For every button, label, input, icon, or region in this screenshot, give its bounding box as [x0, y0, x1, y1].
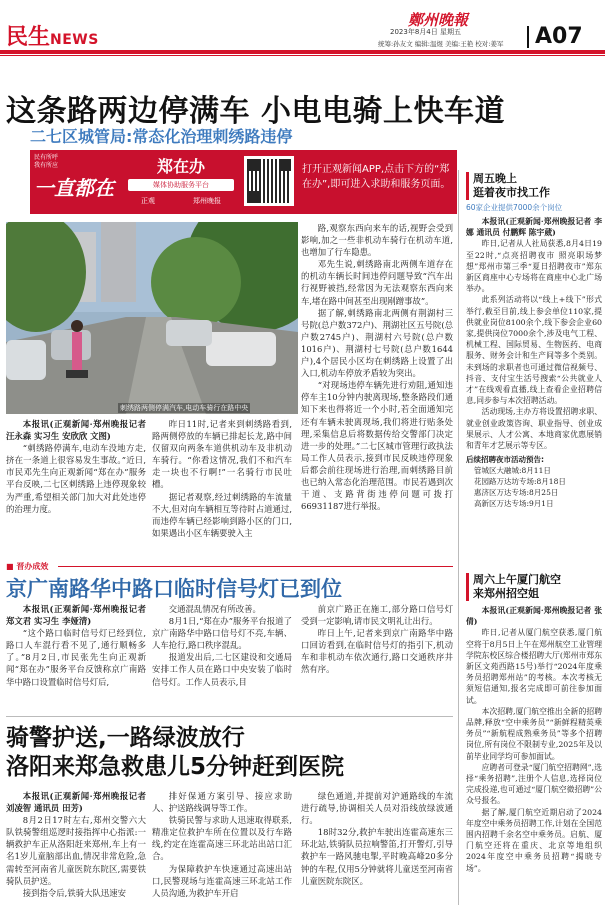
article-paragraph: 绿色通道,并提前对沪通路线的车流进行疏导,协调相关人员对沿线放绿波通行。 — [301, 791, 453, 826]
article-byline: 本报讯(正观新闻·郑州晚报记者 刘凌智 通讯员 田芳) — [6, 791, 146, 814]
lead-story-column-1 — [6, 418, 146, 515]
sidebar-story-1-body — [466, 216, 602, 509]
lead-headline: 这条路两边停满车 小电电骑上快车道 — [6, 94, 505, 129]
article-paragraph: “刺绣路停满车,电动车没地方走,挤在一条道上很容易发生事故。”近日,市民邓先生向正观新闻“郑在办”服务平台反映,二七区刺绣路上违停现象较为严重,希望相关部门加大对此处违停的治理力度。 — [6, 443, 146, 514]
article-paragraph: 排好保通方案引导、接应求助人、护送路线调导等工作。 — [152, 791, 292, 814]
story3-column-3 — [301, 790, 453, 887]
page-number: A07 — [535, 24, 583, 49]
banner-slogan-line-1: 民有所呼 — [34, 154, 59, 161]
zzwb-logo: 郑州晚报 — [193, 197, 221, 205]
article-byline: 本报讯(正观新闻·郑州晚报记者 郑文君 实习生 李娅清) — [6, 604, 146, 627]
article-paragraph: 交通混乱情况有所改善。 — [168, 604, 261, 614]
schedule-item: 惠济区万达专场:8月25日 — [474, 488, 559, 498]
section-name-en: NEWS — [50, 32, 99, 48]
sidebar-story-2-paragraph: 应聘者可登录“厦门航空招聘网”,选择“乘务招聘”,注册个人信息,选择岗位完成投递,也可通过“厦门航空微招聘”公众号报名。 — [466, 762, 602, 806]
page-header — [0, 0, 605, 58]
sidebar-story-1-byline: 本报讯(正观新闻·郑州晚报记者 李娜 通讯员 付鹏辉 陈宇葳) — [466, 217, 602, 238]
banner-platform-title: 郑在办 — [156, 157, 205, 176]
lead-story-column-2 — [152, 418, 292, 539]
job-fair-schedule — [466, 454, 602, 509]
sidebar-story-1 — [466, 172, 602, 509]
sidebar-story-1-subtitle: 60家企业提供7000余个岗位 — [466, 203, 563, 212]
lead-subheadline: 二七区城管局:常态化治理刺绣路违停 — [30, 127, 293, 146]
story3-rule — [6, 716, 453, 717]
story3-column-1 — [6, 790, 146, 899]
banner-slogan — [34, 154, 118, 210]
article-paragraph: 报道发出后,二七区建设和交通局安排工作人员在路口中央安装了临时信号灯。工作人员表示,目 — [152, 652, 292, 687]
story2-column-1 — [6, 603, 146, 688]
sidebar-story-1-paragraph: 此系列活动将以“线上+线下”形式举行,截至目前,线上参会单位110家,提供就业岗位8100余个,线下参会企业60家,提供岗位7000余个,涉及电气工程、机械工程、国际贸易、生物医药、电商服务、财务会计和生产间等多个类别。未到场的求职者也可通过微信视频号、抖音、支付宝生活号搜索“公共就业人才”在线观看直播,线上查看企业招聘信息,同步参与本次招聘活动。 — [466, 295, 602, 406]
story2-column-3 — [301, 603, 453, 676]
sidebar-story-2-title-line-1: 周六上午厦门航空 — [473, 573, 561, 586]
banner-partner-logos — [122, 196, 240, 206]
sidebar — [462, 170, 605, 910]
article-paragraph: 8月2日17时左右,郑州交警六大队铁骑警组巡逻时接指挥中心指派:一辆救护车正从洛阳赶来郑州,车上有一名1岁儿童脑部出血,情况非常危险,急需转至河南省儿童医院东院区,需要铁骑队员护送。 — [6, 815, 146, 886]
sidebar-story-2-paragraph: 昨日,记者从厦门航空获悉,厦门航空将于8月5日上午在郑州航空工业管理学院东校区综合楼招聘大厅(郑州市郑东新区文苑西路15号)举行“2024年度乘务员招聘郑州站”的考核。本次考核无须短信通知,报名完成即可前往参加面试。 — [466, 628, 602, 705]
street-photo — [6, 222, 298, 414]
banner-platform — [122, 154, 240, 206]
article-paragraph: “这个路口临时信号灯已经到位,路口人车混行看不见了,通行顺畅多了。”8月2日,市民张先生向正观新闻“郑在办”服务平台反馈称京广南路华中路口设置临时信号灯后, — [6, 628, 146, 687]
article-paragraph: 邓先生说,刺绣路南北两侧车道存在的机动车辆长时间违停问题导致“汽车出行视野被挡,经常因为无法观察东西向来车,堵在路中间甚至出现剐蹭事故”。 — [301, 259, 453, 306]
story3-headline — [6, 724, 344, 782]
article-paragraph: 据记者观察,经过刺绣路的车流量不大,但对向车辆相互等待时占道通过,而违停车辆已经影响到路小区的门口,如果遇出小区车辆要驶入主 — [152, 491, 292, 538]
story3-headline-line-1: 骑警护送,一路绿波放行 — [6, 725, 245, 751]
lead-story-column-3 — [301, 222, 453, 512]
banner-slogan-big: 一直都在 — [34, 176, 114, 200]
banner-instructions: 打开正观新闻APP,点击下方的“郑在办”,即可进入求助和服务页面。 — [302, 164, 451, 190]
story3-column-2 — [152, 790, 292, 899]
story2-column-2 — [152, 603, 292, 688]
section-brand — [6, 26, 99, 52]
schedule-item: 花园路万达坊专场:8月18日 — [474, 477, 566, 487]
article-paragraph: 前京广路正在施工,部分路口信号灯受到一定影响,请市民文明礼让出行。 — [301, 604, 453, 627]
zheng-zai-ban-banner — [30, 150, 457, 214]
sidebar-story-1-title-line-1: 周五晚上 — [473, 172, 517, 185]
sidebar-story-2-title — [466, 573, 602, 601]
schedule-title: 后续招聘夜市活动预告: — [466, 455, 544, 465]
zhengguan-logo: 正观 — [141, 197, 155, 205]
schedule-item: 高新区万达专场:9月1日 — [474, 499, 554, 509]
newspaper-logo: 鄭州晚報 — [408, 11, 469, 29]
article-byline: 本报讯(正观新闻·郑州晚报记者 汪永森 实习生 安欣欣 文图) — [6, 419, 146, 442]
sidebar-story-1-paragraph: 活动现场,主办方将设置招聘求职、就业创业政策咨询、职业指导、创业成果展示、人才公寓、本地商家优惠展销和青年才艺展示等专区。 — [466, 407, 602, 451]
sidebar-story-2-paragraph: 据了解,厦门航空近期启动了2024年度空中乘务员招聘工作,计划在全国范围内招聘千余名空中乘务员。启航、厦门航空还将在重庆、北京等地组织2024年度空中乘务员招聘“揭晓专场”。 — [466, 807, 602, 873]
sidebar-story-2-body — [466, 605, 602, 874]
section-name: 民生 — [6, 25, 51, 50]
article-paragraph: “对现场违停车辆先进行劝阻,通知违停车主10分钟内驶离现场,整条路段们通知下来也得将近一个小时,若全面通知完还有车辆未驶离现场,我们将进行贴条处理,采集信息后将数据传给交警部门决定进一步的处理。”二七区城市管理行政执法局工作人员表示,接到市民反映违停现象后都会前往现场进行治理,而刺绣路目前也已纳入常态化治理范围。市民若遇到次干道、支路背街违停问题可拨打66931187进行举报。 — [301, 380, 453, 512]
issue-date: 2023年8月4日 星期五 — [390, 28, 461, 36]
photo-caption: 刺绣路两侧停满汽车,电动车骑行在路中央 — [120, 404, 249, 412]
article-paragraph: 为保障救护车快速通过高速出站口,民警现场与连霍高速三环北站工作人员沟通,为救护车开启 — [152, 863, 292, 898]
article-paragraph: 18时32分,救护车驶出连霍高速东三环北站,铁骑队员拉响警笛,打开警灯,引导救护车一路风驰电掣,平时晚高峰20多分钟的车程,仅用5分钟就将儿童送至河南省儿童医院东院区。 — [301, 827, 453, 886]
schedule-item: 管城区大融城:8月11日 — [474, 466, 551, 476]
story3-headline-line-2: 洛阳来郑急救患儿5分钟赶到医院 — [6, 754, 345, 780]
article-paragraph: 接到指令后,铁骑大队迅速安 — [22, 887, 126, 898]
editor-credits: 统筹:孙友文 编辑:温煜 美编:王艳 校对:姜军 — [378, 40, 504, 48]
qr-code-icon — [244, 156, 294, 206]
article-paragraph: 昨日上午,记者来到京广南路华中路口回访看到,在临时信号灯的指引下,机动车和非机动车依次通行,路口交通秩序井然有序。 — [301, 628, 453, 675]
header-rule-thin — [0, 55, 605, 56]
banner-platform-subtitle: 媒体协助服务平台 — [128, 179, 234, 191]
banner-slogan-line-2: 我有所应 — [34, 162, 59, 169]
sidebar-story-1-paragraph: 昨日,记者从人社局获悉,8月4日19至22时,“点亮招聘夜市 照亮职场梦想”郑州市第三季“夏日招聘夜市”郑东新区商座中心专场将在商座中心北广场举办。 — [466, 239, 602, 294]
sidebar-divider — [458, 170, 459, 905]
sidebar-story-1-title — [466, 172, 602, 200]
section-label-results: ■ 晋办成效 — [6, 561, 48, 572]
sidebar-story-2-byline: 本报讯(正观新闻·郑州晚报记者 张倩) — [466, 606, 602, 627]
article-paragraph: 8月1日,“郑在办”服务平台报道了京广南路华中路口信号灯不亮,车辆、人车抢行,路口秩序混乱。 — [152, 616, 292, 651]
sidebar-story-1-title-line-2: 逛着夜市找工作 — [473, 186, 550, 199]
article-paragraph: 昨日11时,记者来到刺绣路看到,路两侧停放的车辆已排起长龙,路中间仅留双向两条车道供机动车及非机动车骑行。“你看这情况,我们不和汽车走一块也不行啊!”一名骑行市民吐槽。 — [152, 419, 292, 490]
story2-rule — [58, 566, 453, 567]
article-paragraph: 据了解,刺绣路南北两侧有荆湖村三号院(总户数372户)、荆湖社区五号院(总户数2745户)、荆湖村六号院(总户数1016户)、荆湖村七号院(总户数1644户),4个居民小区均在刺绣路上设置了出入口,机动车停放矛盾较为突出。 — [301, 307, 453, 379]
street-photo-illustration — [6, 222, 298, 414]
sidebar-story-2-paragraph: 本次招聘,厦门航空推出全新的招聘品牌,释放“空中乘务员”“新鲜程精英乘务员”“新航程成熟乘务员”等多个招聘岗位,所有岗位不限制专业,2025年及以前毕业同学均可参加面试。 — [466, 706, 602, 761]
header-rule — [0, 50, 605, 54]
story2-headline: 京广南路华中路口临时信号灯已到位 — [6, 577, 342, 601]
article-paragraph: 路,观察东西向来车的话,视野会受到影响,加之一些非机动车骑行在机动车道,也增加了行车隐患。 — [301, 223, 453, 258]
sidebar-story-2-title-line-2: 来郑州招空姐 — [473, 587, 539, 600]
sidebar-story-2 — [466, 573, 602, 874]
article-paragraph: 铁骑民警与求助人迅速取得联系,精准定位救护车所在位置以及行车路线,约定在连霍高速三环北站出站口汇合。 — [152, 815, 292, 862]
